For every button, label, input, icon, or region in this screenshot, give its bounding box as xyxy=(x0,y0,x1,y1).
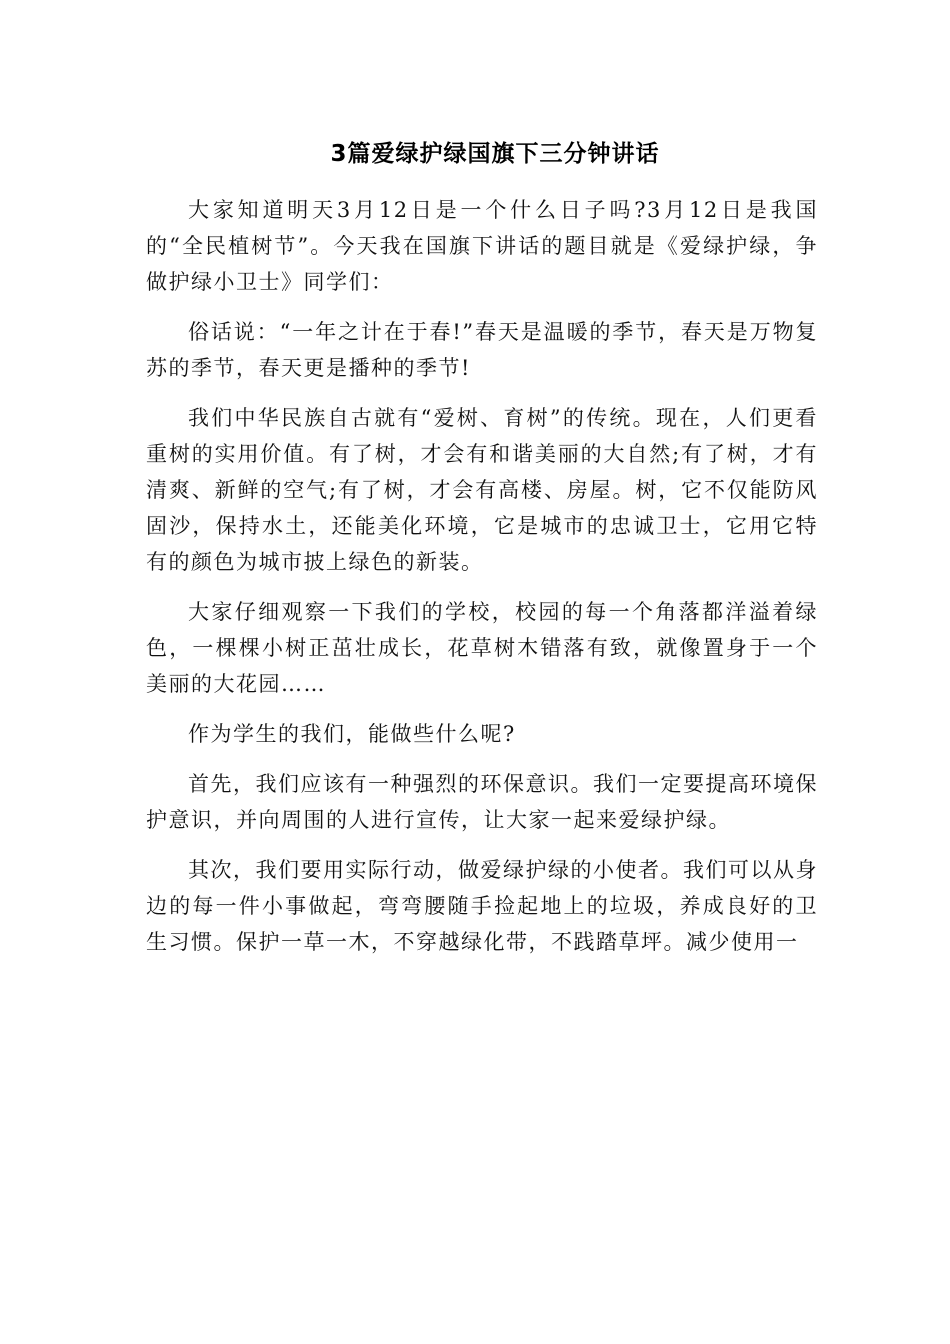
paragraph-7: 其次，我们要用实际行动，做爱绿护绿的小使者。我们可以从身边的每一件小事做起，弯弯腰随手捡起地上的垃圾，养成良好的卫生习惯。保护一草一木，不穿越绿化带，不践踏草坪。减少使用一 xyxy=(146,858,818,954)
paragraph-6: 首先，我们应该有一种强烈的环保意识。我们一定要提高环境保护意识，并向周围的人进行宣传，让大家一起来爱绿护绿。 xyxy=(146,772,818,832)
paragraph-4: 大家仔细观察一下我们的学校，校园的每一个角落都洋溢着绿色，一棵棵小树正茁壮成长，花草树木错落有致，就像置身于一个美丽的大花园…… xyxy=(146,600,818,696)
document-body xyxy=(146,192,818,974)
paragraph-1: 大家知道明天3月12日是一个什么日子吗?3月12日是我国的“全民植树节”。今天我在国旗下讲话的题目就是《爱绿护绿，争做护绿小卫士》同学们： xyxy=(146,198,819,294)
paragraph-5: 作为学生的我们，能做些什么呢? xyxy=(188,722,516,746)
document-title: 3篇爱绿护绿国旗下三分钟讲话 xyxy=(330,141,660,167)
paragraph-2: 俗话说：“一年之计在于春!”春天是温暖的季节，春天是万物复苏的季节，春天更是播种的季节! xyxy=(146,320,818,380)
paragraph-3: 我们中华民族自古就有“爱树、育树”的传统。现在，人们更看重树的实用价值。有了树，才会有和谐美丽的大自然;有了树，才有清爽、新鲜的空气;有了树，才会有高楼、房屋。树，它不仅能防风固沙，保持水土，还能美化环境，它是城市的忠诚卫士，它用它特有的颜色为城市披上绿色的新装。 xyxy=(146,406,818,574)
